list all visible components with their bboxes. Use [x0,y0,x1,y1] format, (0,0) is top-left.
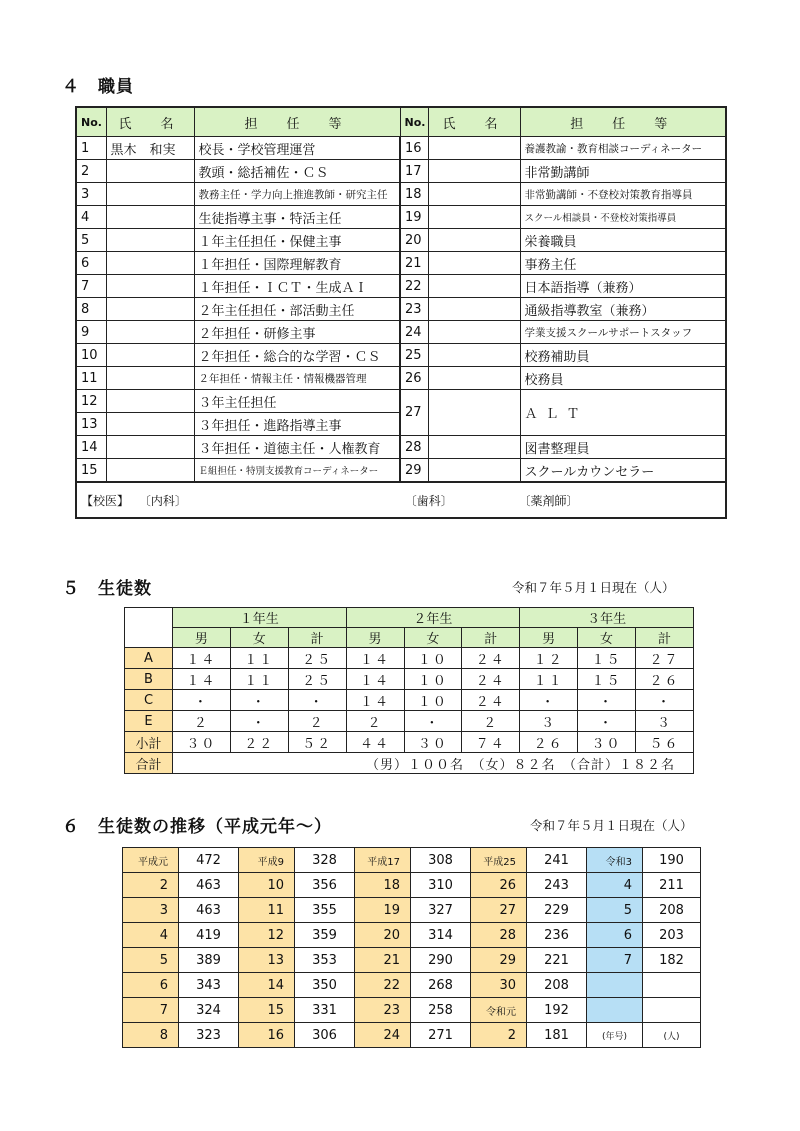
student-count: １２ [520,648,578,669]
sex-header: 女 [578,628,636,648]
staff-name [106,367,194,390]
staff-duty: 教務主任・学力向上推進教師・研究主任 [194,183,400,206]
year-cell: 30 [471,973,527,998]
year-cell: 15 [239,998,295,1023]
staff-duty: 日本語指導（兼務） [520,275,726,298]
staff-name [106,206,194,229]
section5-heading: ５ 生徒数 [62,579,152,599]
staff-no-header: No. [400,107,428,137]
enrollment-value: 211 [643,873,701,898]
class-label: B [125,669,173,690]
student-count: １４ [346,690,404,711]
staff-no: 28 [400,436,428,459]
staff-no: 2 [76,160,106,183]
staff-duty: 事務主任 [520,252,726,275]
year-cell: 16 [239,1023,295,1048]
student-count: ・ [230,690,288,711]
student-count: ２４ [462,690,520,711]
enrollment-value: 268 [411,973,471,998]
staff-row [76,160,726,183]
staff-duty: スクールカウンセラー [520,459,726,483]
staff-no: 3 [76,183,106,206]
enrollment-value: 350 [295,973,355,998]
year-cell: 7 [123,998,179,1023]
staff-name [428,321,520,344]
trend-row [123,948,701,973]
student-count: ２５ [288,669,346,690]
staff-name [106,459,194,483]
student-count: ・ [636,690,694,711]
staff-name [106,390,194,413]
student-count: ・ [578,690,636,711]
year-cell: 2 [123,873,179,898]
staff-no: 22 [400,275,428,298]
student-count: ２６ [636,669,694,690]
student-count-table [124,607,694,774]
staff-duty: 生徒指導主事・特活主任 [194,206,400,229]
staff-no: 10 [76,344,106,367]
staff-duty: 校長・学校管理運営 [194,137,400,160]
student-count: ７４ [462,732,520,753]
year-cell: 5 [123,948,179,973]
enrollment-value: 192 [527,998,587,1023]
year-cell: 23 [355,998,411,1023]
student-count: ２６ [520,732,578,753]
sex-header: 計 [636,628,694,648]
enrollment-value [643,998,701,1023]
year-cell: 13 [239,948,295,973]
staff-name [428,206,520,229]
enrollment-value: 356 [295,873,355,898]
trend-row [123,873,701,898]
staff-name [106,183,194,206]
student-count: １５ [578,669,636,690]
sex-header: 計 [288,628,346,648]
staff-name [106,252,194,275]
staff-name [428,229,520,252]
year-cell: 平成25 [471,848,527,873]
enrollment-value: 243 [527,873,587,898]
staff-row [76,206,726,229]
staff-name [428,436,520,459]
year-cell: 6 [587,923,643,948]
student-count: １１ [520,669,578,690]
total-text: （男）１００名 （女）８２名 （合計）１８２名 [173,753,694,774]
class-row [125,648,694,669]
staff-row [76,183,726,206]
sex-header: 計 [462,628,520,648]
trend-row [123,923,701,948]
student-count: １４ [173,648,231,669]
year-cell: 7 [587,948,643,973]
staff-no: 16 [400,137,428,160]
staff-duty: 学業支援スクールサポートスタッフ [520,321,726,344]
staff-duty: ２年担任・研修主事 [194,321,400,344]
enrollment-value: 310 [411,873,471,898]
year-cell: 5 [587,898,643,923]
staff-name [106,298,194,321]
staff-duty: １年主任担任・保健主事 [194,229,400,252]
corner-cell [125,608,173,648]
class-row [125,669,694,690]
staff-duty: 教頭・総括補佐・ＣＳ [194,160,400,183]
staff-row [76,275,726,298]
year-cell: 3 [123,898,179,923]
enrollment-trend-table [122,847,701,1048]
staff-no-header: No. [76,107,106,137]
staff-no: 21 [400,252,428,275]
enrollment-value: 182 [643,948,701,973]
year-cell: 6 [123,973,179,998]
staff-name [428,160,520,183]
student-count: ３ [520,711,578,732]
staff-duty: 栄養職員 [520,229,726,252]
staff-duty: 図書整理員 [520,436,726,459]
enrollment-value: 290 [411,948,471,973]
staff-row [76,436,726,459]
staff-duty: ３年主任担任 [194,390,400,413]
grade1-header: １年生 [173,608,347,628]
student-count: ５６ [636,732,694,753]
enrollment-value: 355 [295,898,355,923]
enrollment-value: 353 [295,948,355,973]
year-cell: 29 [471,948,527,973]
year-cell: 令和元 [471,998,527,1023]
staff-no: 24 [400,321,428,344]
section5-asof: 令和７年５月１日現在（人） [512,580,675,595]
year-cell: 11 [239,898,295,923]
student-count: ３０ [578,732,636,753]
student-count: ・ [173,690,231,711]
staff-no: 19 [400,206,428,229]
enrollment-value: 203 [643,923,701,948]
enrollment-value: 236 [527,923,587,948]
enrollment-value: (人) [643,1023,701,1048]
staff-duty: ３年担任・道徳主任・人権教育 [194,436,400,459]
class-row [125,711,694,732]
sex-header: 男 [173,628,231,648]
staff-no: 18 [400,183,428,206]
student-count: ・ [520,690,578,711]
section6-asof: 令和７年５月１日現在（人） [530,818,693,833]
student-count: ・ [230,711,288,732]
sex-header: 男 [346,628,404,648]
doctor-internal: 〔内科〕 [138,493,187,508]
staff-no: 13 [76,413,106,436]
doctor-dental: 〔歯科〕 [404,493,453,508]
student-count: ２ [173,711,231,732]
year-cell [587,998,643,1023]
staff-no: 9 [76,321,106,344]
year-cell: 4 [123,923,179,948]
enrollment-value: 419 [179,923,239,948]
student-count: ２４ [462,669,520,690]
grade2-header: ２年生 [346,608,520,628]
staff-row [76,229,726,252]
student-count: ２ [288,711,346,732]
enrollment-value: 323 [179,1023,239,1048]
staff-no: 7 [76,275,106,298]
student-count: ２４ [462,648,520,669]
student-count: １０ [404,669,462,690]
staff-no: 11 [76,367,106,390]
staff-duty: １年担任・国際理解教育 [194,252,400,275]
staff-name [428,137,520,160]
year-cell: 27 [471,898,527,923]
staff-no: 25 [400,344,428,367]
staff-name [106,229,194,252]
student-count: １５ [578,648,636,669]
enrollment-value: 343 [179,973,239,998]
student-count: ２５ [288,648,346,669]
class-row [125,732,694,753]
student-count: ３０ [173,732,231,753]
staff-duty: ２年担任・総合的な学習・ＣＳ [194,344,400,367]
staff-duty: 養護教諭・教育相談コーディネーター [520,137,726,160]
year-cell: 4 [587,873,643,898]
staff-duty: スクール相談員・不登校対策指導員 [520,206,726,229]
staff-name [428,183,520,206]
year-cell: 21 [355,948,411,973]
enrollment-value: 221 [527,948,587,973]
grade3-header: ３年生 [520,608,694,628]
enrollment-value: 463 [179,898,239,923]
doctors-label: 【校医】 [81,493,130,508]
staff-row [76,459,726,483]
enrollment-value: 208 [643,898,701,923]
staff-name [428,459,520,483]
trend-row [123,1023,701,1048]
staff-name [428,275,520,298]
staff-duty: ２年担任・情報主任・情報機器管理 [194,367,400,390]
student-count: １４ [346,669,404,690]
year-cell: 18 [355,873,411,898]
staff-no: 14 [76,436,106,459]
student-count: ３０ [404,732,462,753]
enrollment-value: 229 [527,898,587,923]
staff-no: 15 [76,459,106,483]
staff-name [428,252,520,275]
staff-duty: ２年主任担任・部活動主任 [194,298,400,321]
student-count: １０ [404,648,462,669]
year-cell: 平成17 [355,848,411,873]
year-cell: 2 [471,1023,527,1048]
student-count: １４ [173,669,231,690]
staff-no: 6 [76,252,106,275]
student-count: ３ [636,711,694,732]
sex-header: 女 [230,628,288,648]
student-count: ・ [578,711,636,732]
year-cell: 22 [355,973,411,998]
enrollment-value: 208 [527,973,587,998]
staff-duty-header: 担 任 等 [194,107,400,137]
staff-duty: 非常勤講師・不登校対策教育指導員 [520,183,726,206]
class-label: A [125,648,173,669]
year-cell: 12 [239,923,295,948]
staff-no: 5 [76,229,106,252]
class-row [125,690,694,711]
enrollment-value: 328 [295,848,355,873]
staff-name-header: 氏 名 [428,107,520,137]
staff-row [76,137,726,160]
year-cell: 10 [239,873,295,898]
enrollment-value: 463 [179,873,239,898]
staff-no: 27 [400,390,428,436]
year-cell: 8 [123,1023,179,1048]
staff-no: 1 [76,137,106,160]
year-cell: 平成元 [123,848,179,873]
staff-name [106,275,194,298]
year-cell: 20 [355,923,411,948]
sex-header: 男 [520,628,578,648]
staff-duty: 校務員 [520,367,726,390]
staff-duty-header: 担 任 等 [520,107,726,137]
year-cell: 28 [471,923,527,948]
doctor-pharmacist: 〔薬剤師〕 [518,493,579,508]
student-count: １４ [346,648,404,669]
staff-row [76,344,726,367]
staff-name [428,298,520,321]
staff-name [106,344,194,367]
enrollment-value: 472 [179,848,239,873]
enrollment-value: 331 [295,998,355,1023]
student-count: ・ [404,711,462,732]
staff-name [428,367,520,390]
staff-no: 20 [400,229,428,252]
enrollment-value: 359 [295,923,355,948]
student-count: ５２ [288,732,346,753]
staff-no: 29 [400,459,428,483]
student-count: １０ [404,690,462,711]
staff-no: 23 [400,298,428,321]
student-count: ４４ [346,732,404,753]
enrollment-value: 324 [179,998,239,1023]
staff-row [76,367,726,390]
student-count: ２２ [230,732,288,753]
total-label: 合計 [125,753,173,774]
staff-duty: １年担任・ＩＣＴ・生成ＡＩ [194,275,400,298]
year-cell: 14 [239,973,295,998]
trend-row [123,898,701,923]
enrollment-value: 306 [295,1023,355,1048]
staff-row [76,321,726,344]
staff-name [428,344,520,367]
staff-name [106,321,194,344]
class-label: E [125,711,173,732]
staff-no: 12 [76,390,106,413]
staff-no: 26 [400,367,428,390]
student-count: １１ [230,648,288,669]
enrollment-value: 308 [411,848,471,873]
class-label: 小計 [125,732,173,753]
enrollment-value [643,973,701,998]
enrollment-value: 327 [411,898,471,923]
staff-duty: ３年担任・進路指導主事 [194,413,400,436]
section6-heading: ６ 生徒数の推移（平成元年～） [62,817,332,837]
section4-heading: ４ 職員 [62,77,134,97]
trend-row [123,973,701,998]
staff-duty: 通級指導教室（兼務） [520,298,726,321]
staff-no: 4 [76,206,106,229]
staff-name: 黒木 和実 [106,137,194,160]
year-cell: 19 [355,898,411,923]
enrollment-value: 271 [411,1023,471,1048]
enrollment-value: 190 [643,848,701,873]
trend-row [123,848,701,873]
staff-name-header: 氏 名 [106,107,194,137]
enrollment-value: 181 [527,1023,587,1048]
year-cell: 平成9 [239,848,295,873]
staff-name [106,436,194,459]
year-cell [587,973,643,998]
staff-row [76,298,726,321]
staff-duty: Ｅ組担任・特別支援教育コーディネーター [194,459,400,483]
staff-row [76,390,726,413]
staff-no: 8 [76,298,106,321]
staff-no: 17 [400,160,428,183]
year-cell: (年号) [587,1023,643,1048]
year-cell: 26 [471,873,527,898]
staff-name [428,390,520,436]
staff-duty: 非常勤講師 [520,160,726,183]
enrollment-value: 258 [411,998,471,1023]
enrollment-value: 314 [411,923,471,948]
student-count: ２７ [636,648,694,669]
school-doctors-row [76,482,726,518]
staff-row [76,252,726,275]
staff-name [106,413,194,436]
student-count: ２ [346,711,404,732]
student-count: １１ [230,669,288,690]
year-cell: 令和3 [587,848,643,873]
staff-duty: 校務補助員 [520,344,726,367]
enrollment-value: 241 [527,848,587,873]
sex-header: 女 [404,628,462,648]
staff-name [106,160,194,183]
enrollment-value: 389 [179,948,239,973]
year-cell: 24 [355,1023,411,1048]
student-count: ・ [288,690,346,711]
staff-duty: ＡＬＴ [520,390,726,436]
staff-table [75,106,727,519]
class-label: C [125,690,173,711]
trend-row [123,998,701,1023]
student-count: ２ [462,711,520,732]
